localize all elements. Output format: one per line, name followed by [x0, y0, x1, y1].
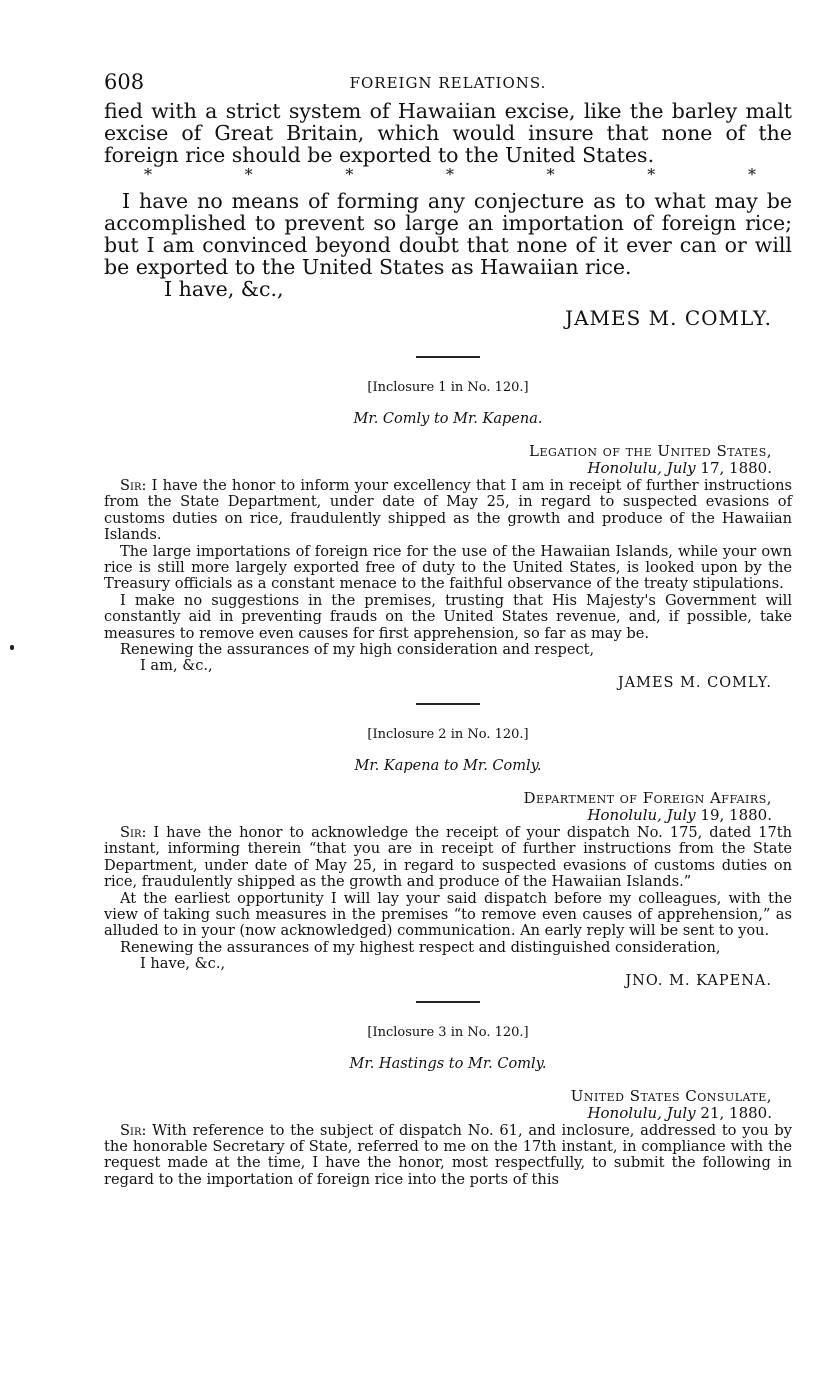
- date-line: Honolulu, July 17, 1880.: [587, 459, 772, 477]
- running-title: FOREIGN RELATIONS.: [349, 74, 547, 92]
- signature: JNO. M. KAPENA.: [625, 972, 772, 989]
- paragraph: fied with a strict system of Hawaiian excise, like the barley malt excise of Great Britain, which would insure that none of the foreign rice should be exported to the United States.: [104, 99, 792, 167]
- correspondence-heading: Mr. Hastings to Mr. Comly.: [349, 1055, 547, 1072]
- paragraph: Sir: I have the honor to inform your excellency that I am in receipt of further instructions from the State Department, under date of May 25, in regard to suspected evasions of customs duties on rice, fraudulently shipped as the growth and produce of the Hawaiian Islands.: [104, 477, 792, 544]
- dateline: [104, 443, 772, 477]
- paragraph: I have no means of forming any conjecture as to what may be accomplished to prevent so large an importation of foreign rice; but I am convinced beyond doubt that none of it ever can or will be exported to the United States as Hawaiian rice.: [104, 189, 792, 279]
- dateline: [104, 790, 772, 824]
- star: *: [747, 165, 756, 184]
- star: *: [546, 165, 555, 184]
- star: *: [647, 165, 656, 184]
- sender-place: Department of Foreign Affairs,: [523, 788, 772, 807]
- inclosure-label: [Inclosure 3 in No. 120.]: [367, 1024, 529, 1040]
- inclosure-label: [Inclosure 2 in No. 120.]: [367, 726, 529, 742]
- letter-body: [104, 825, 792, 956]
- paragraph: The large importations of foreign rice for the use of the Hawaiian Islands, while your own rice is still more largely exported free of duty to the United States, is looked upon by the Treasury officials as a constant menace to the faithful observance of the treaty stipulations.: [104, 542, 792, 593]
- ink-speck: [10, 645, 14, 650]
- closing: I have, &c.,: [164, 277, 284, 301]
- star: *: [144, 165, 152, 184]
- section-divider: [416, 356, 480, 358]
- page-header: [104, 70, 792, 98]
- letter-body: [104, 478, 792, 658]
- signature: JAMES M. COMLY.: [565, 306, 772, 330]
- section-divider: [416, 703, 480, 705]
- letter-body: [104, 1123, 792, 1189]
- paragraph: I make no suggestions in the premises, trusting that His Majesty's Government will constantly aid in preventing frauds on the United States revenue, and, if possible, take measures to remove even causes for first apprehension, so far as may be.: [104, 591, 792, 642]
- letter-body: [104, 100, 792, 166]
- closing: I have, &c.,: [140, 955, 226, 973]
- paragraph: Sir: With reference to the subject of dispatch No. 61, and inclosure, addressed to you by the honorable Secretary of State, referred to me on the 17th instant, in compliance with the request made at the time, I have the honor, most respectfully, to submit the following in regard to the importation of foreign rice into the ports of this: [104, 1121, 792, 1188]
- salutation: Sir:: [120, 823, 147, 841]
- sender-place: Legation of the United States,: [529, 442, 772, 460]
- paragraph: At the earliest opportunity I will lay your said dispatch before my colleagues, with the view of taking such measures in the premises “to remove even causes of apprehension,” as alluded to in your (now acknowledged) communication. An early reply will be sent to you.: [104, 889, 792, 940]
- star: *: [244, 165, 253, 184]
- letter-body: [104, 190, 792, 278]
- correspondence-heading: Mr. Comly to Mr. Kapena.: [353, 411, 543, 427]
- star: *: [445, 165, 454, 184]
- date-line: Honolulu, July 19, 1880.: [587, 805, 772, 824]
- sender-place: United States Consulate,: [570, 1086, 772, 1105]
- document-page: [104, 70, 792, 1188]
- section-divider: [416, 1001, 480, 1003]
- closing: I am, &c.,: [140, 657, 213, 675]
- correspondence-heading: Mr. Kapena to Mr. Comly.: [354, 757, 542, 774]
- page-number: 608: [104, 70, 145, 94]
- star: *: [345, 165, 354, 184]
- salutation: Sir:: [120, 1121, 147, 1139]
- signature: JAMES M. COMLY.: [617, 674, 772, 691]
- date-line: Honolulu, July 21, 1880.: [587, 1103, 772, 1122]
- paragraph: Renewing the assurances of my high consideration and respect,: [120, 641, 595, 659]
- paragraph: Sir: I have the honor to acknowledge the receipt of your dispatch No. 175, dated 17th instant, informing therein “that you are in receipt of further instructions from the State Department, under date of May 25, in regard to suspected evasions of customs duties on rice, fraudulently shipped as the growth and produce of the Hawaiian Islands.”: [104, 823, 793, 891]
- salutation: Sir:: [120, 477, 147, 494]
- dateline: [104, 1088, 772, 1122]
- inclosure-label: [Inclosure 1 in No. 120.]: [367, 380, 529, 395]
- paragraph: Renewing the assurances of my highest respect and distinguished consideration,: [120, 938, 721, 956]
- ellipsis-stars: [104, 165, 792, 184]
